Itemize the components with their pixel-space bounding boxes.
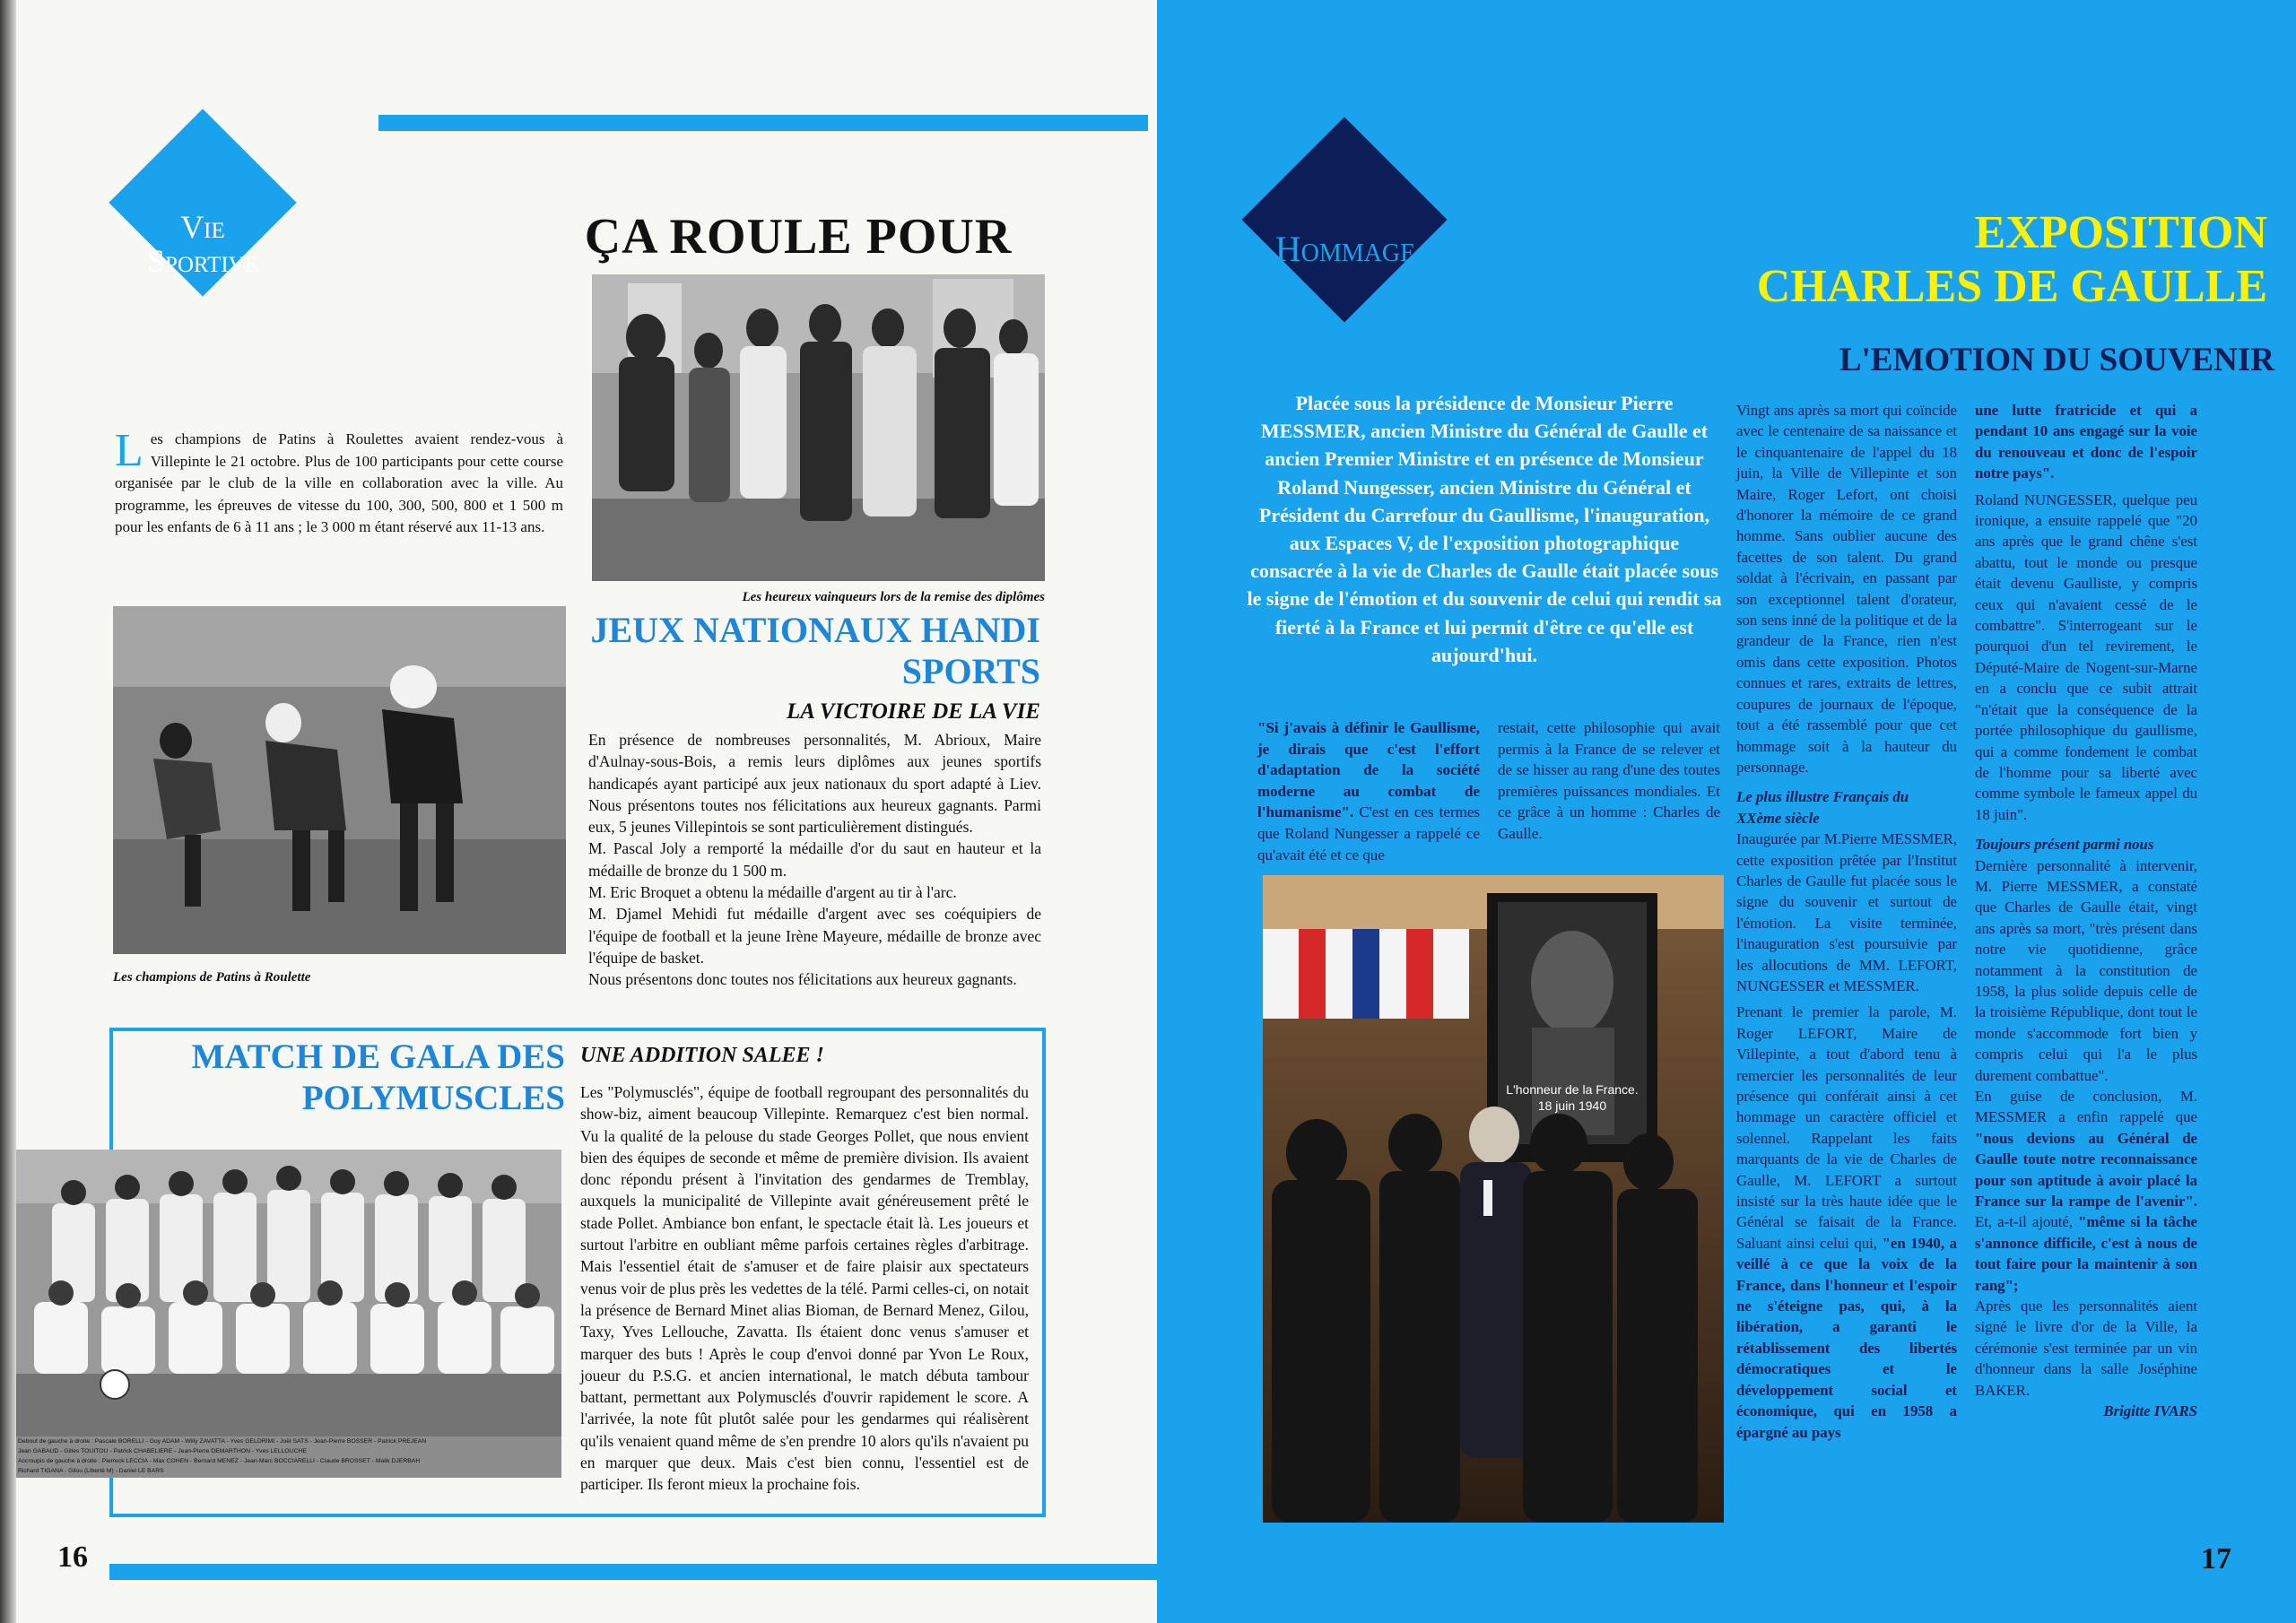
- col4-paragraph: Roland NUNGESSER, quelque peu ironique, a ensuite rappelé que "20 ans après que le grand chêne s'est abattu, tout le monde ou presque était devenu Gaulliste, y compris ceux qui n'avaient cessé de le combattre". S'interrogeant sur le pourquoi d'un tel revirement, le Député-Maire de Nogent-sur-Marne en a conclu que ce subit attrait "n'était que la conséquence de la portée philosophique du gaullisme, qui a comme fondement le combat de l'homme pour sa liberté avec comme symbole le fameux appel du 18 juin".: [1975, 490, 2197, 823]
- gala-subtitle: UNE ADDITION SALEE !: [580, 1044, 824, 1067]
- photo-roller-caption: Les champions de Patins à Roulette: [113, 970, 311, 985]
- photo-exhibition-inauguration: [1263, 875, 1724, 1523]
- exposition-subtitle: L'EMOTION DU SOUVENIR: [1839, 342, 2274, 378]
- section-tag-line2: Sportive: [146, 243, 259, 279]
- team-caption-line: Richard TIGANA - Gilou (Liberté M) - Daniel LE BARS: [18, 1468, 164, 1474]
- photo-polymuscles-team: [16, 1150, 561, 1478]
- handi-subtitle: LA VICTOIRE DE LA VIE: [787, 699, 1040, 724]
- signature: Brigitte IVARS: [2103, 1402, 2197, 1420]
- intro-paragraph: [115, 425, 563, 539]
- handi-paragraph: Nous présentons donc toutes nos félicitations aux heureux gagnants.: [588, 970, 1017, 989]
- right-page: [1157, 0, 2296, 1623]
- col3-text: Prenant le premier la parole, M. Roger LEFORT, Maire de Villepinte, a tout d'abord tenu à remercier les personnalités de leur présence qui conférait ainsi à cet hommage un caractère officiel et solennel. Rappelant les faits marquants de la vie de Charles de Gaulle, M. LEFORT a surtout insisté sur la très haute idée que le Général se faisait de la France. Saluant ainsi celui qui,: [1736, 1003, 1957, 1252]
- lead-paragraph: Placée sous la présidence de Monsieur Pierre MESSMER, ancien Ministre du Général de Gaulle et ancien Premier Ministre et en présence de Monsieur Roland Nungesser, ancien Ministre du Général et Président du Carrefour du Gaullisme, l'inauguration, aux Espaces V, de l'exposition photographique consacrée à la vie de Charles de Gaulle était placée sous le signe de l'émotion et du souvenir de celui qui rendit sa fierté à la France et lui permit d'être ce qu'elle est aujourd'hui.: [1247, 392, 1722, 666]
- top-rule: [378, 115, 1148, 131]
- exposition-title-line2: CHARLES DE GAULLE: [1756, 261, 2267, 312]
- photo-diploma-ceremony: [592, 274, 1045, 581]
- section-tag-line1: Vie: [180, 209, 225, 245]
- quote-bold: "Si j'avais à définir le Gaullisme, je dirais que c'est l'effort d'adaptation de la société moderne au combat de l'humanisme".: [1257, 719, 1480, 821]
- handi-body: [588, 729, 1041, 991]
- page-number: 17: [2201, 1542, 2231, 1575]
- col4-quote: "nous devions au Général de Gaulle toute notre reconnaissance pour son aptitude à avoir placé la France sur la rampe de l'avenir".: [1975, 1129, 2197, 1211]
- team-caption-line: Jean GABAUD - Gilles TOUITOU - Patrick CHABELIERE - Jean-Pierre DEMARTHON - Yves LELLOUCHE: [18, 1448, 307, 1454]
- col4-text: Et, a-t-il ajouté,: [1975, 1213, 2074, 1231]
- col4-heading: Toujours présent parmi nous: [1975, 836, 2154, 854]
- handi-paragraph: En présence de nombreuses personnalités, M. Abrioux, Maire d'Aulnay-sous-Bois, a remis leurs diplômes aux jeunes sportifs handicapés ayant participé aux jeux nationaux du sport adapté à Liev. Nous présentons toutes nos félicitations aux heureux gagnants. Parmi eux, 5 jeunes Villepintois se sont particulièrement distingués.: [588, 731, 1041, 837]
- quote-column-1: [1257, 717, 1480, 865]
- section-diamond: [1241, 117, 1447, 322]
- article-column-4: [1975, 400, 2197, 1422]
- col4-quote: une lutte fratricide et qui a pendant 10 ans engagé sur la voie du renouveau et donc de l'espoir notre pays".: [1975, 402, 2197, 482]
- exposition-title: [1623, 206, 2267, 314]
- dropcap: L: [115, 425, 144, 476]
- team-caption-line: Accroupis de gauche à droite : Pierreck LECCIA - Max COHEN - Bernard MENEZ - Jean-Marc BOCCIARELLI - Claude BROSSET - Malik DJERBAH: [18, 1458, 421, 1464]
- handi-paragraph: M. Djamel Mehidi fut médaille d'argent avec ses coéquipiers de l'équipe de football et la jeune Irène Mayeure, médaille de bronze avec l'équipe de basket.: [588, 905, 1041, 967]
- team-caption: [18, 1436, 560, 1476]
- exposition-title-line1: EXPOSITION: [1974, 207, 2267, 258]
- col3-paragraph: Vingt ans après sa mort qui coïncide avec le centenaire de sa naissance et le cinquantenaire de l'appel du 18 juin, la Ville de Villepinte et son Maire, Roger Lefort, ont choisi d'honorer la mémoire de ce grand homme. Sans oublier aucune des facettes de son talent. Du grand soldat à l'écrivain, en passant par son exceptionnel talent d'orateur, son sens inné de la politique et de la grandeur de la France, rien n'est omis dans cette exposition. Photos connues et rares, extraits de lettres, coupures de journaux de l'époque, tout a été rassemblé pour que cet hommage soit à la hauteur du personnage.: [1736, 402, 1957, 776]
- intro-text: es champions de Patins à Roulettes avaient rendez-vous à Villepinte le 21 octobre. Plus de 100 participants pour cette course organisée par le club de la ville en collaboration avec la ville. Au programme, les épreuves de vitesse du 100, 300, 500, 800 et 1 500 m pour les enfants de 6 à 11 ans ; le 3 000 m étant réservé aux 11-13 ans.: [115, 430, 563, 535]
- col3-paragraph: Inaugurée par M.Pierre MESSMER, cette exposition prêtée par l'Institut Charles de Gaulle fut placée sous le signe du souvenir et surtout de l'émotion. La visite terminée, l'inauguration s'est poursuivie par les allocutions de MM. LEFORT, NUNGESSER et MESSMER.: [1736, 830, 1957, 994]
- poster-text-line2: 18 juin 1940: [1537, 1098, 1607, 1113]
- col4-paragraph: Après que les personnalités aient signé le livre d'or de la Ville, la cérémonie s'est terminée par un vin d'honneur dans la salle Joséphine BAKER.: [1975, 1298, 2197, 1399]
- col3-quote: "en 1940, a veillé à ce que la voix de la France, dans l'honneur et l'espoir ne s'éteigne pas, qui, à la libération, a garanti le rétablissement des libertés démocratiques et le développement social et économique, qui en 1958 a épargné au pays: [1736, 1234, 1957, 1441]
- handi-title-line1: JEUX NATIONAUX HANDI: [590, 610, 1040, 650]
- col3-paragraph: [1736, 1002, 1957, 1443]
- article-column-3: [1736, 400, 1957, 1443]
- poster-text: [1498, 1081, 1647, 1114]
- page-binding-left: [0, 0, 16, 1623]
- section-tag: [113, 210, 292, 278]
- handi-title-line2: SPORTS: [901, 651, 1040, 691]
- handi-title: [574, 610, 1040, 692]
- handi-paragraph: M. Pascal Joly a remporté la médaille d'or du saut en hauteur et la médaille de bronze du 1 500 m.: [588, 839, 1041, 880]
- col4-text: En guise de conclusion, M. MESSMER a enfin rappelé que: [1975, 1088, 2197, 1126]
- section-tag: Hommage: [1274, 229, 1416, 269]
- team-caption-line: Debout de gauche à droite : Pascale BORELLI - Guy ADAM - Willy ZAVATTA - Yves GELDRIMI - Joël SATS - Jean-Pierre BOSSER - Patrick PREJEAN: [18, 1438, 427, 1445]
- poster-text-line1: L'honneur de la France.: [1506, 1082, 1639, 1097]
- photo-roller-champions: [113, 606, 566, 954]
- col4-paragraph: [1975, 1086, 2197, 1296]
- page-number: 16: [57, 1541, 88, 1574]
- photo-diploma-caption: Les heureux vainqueurs lors de la remise des diplômes: [742, 590, 1045, 604]
- col4-paragraph: Dernière personnalité à intervenir, M. Pierre MESSMER, a constaté que Charles de Gaulle était, vingt ans après sa mort, "très présent dans notre vie quotidienne, grâce notamment à la constitution de 1958, la plus solide depuis celle de la troisième République, dont tout le monde s'accommode fort bien y compris celui qui l'a le plus durement combattue".: [1975, 856, 2197, 1084]
- gala-title-line2: POLYMUSCLES: [301, 1079, 565, 1117]
- gala-body: Les "Polymusclés", équipe de football regroupant des personnalités du show-biz, aiment beaucoup Villepinte. Remarquez c'est bien normal. Vu la qualité de la pelouse du stade Georges Pollet, que nous envient bien des équipes de seconde et même de première division. Ils avaient donc répondu présent à l'invitation des gendarmes de Tremblay, auxquels la municipalité de Villepinte avait généreusement prêté le stade Pollet. Ambiance bon enfant, le spectacle était là. Les joueurs et surtout l'arbitre en oubliant même parfois certaines règles d'arbitrage. Mais l'essentiel était de s'amuser et de faire plaisir aux spectateurs venus voir de plus près les vedettes de la télé. Parmi celles-ci, on notait la présence de Bernard Minet alias Bioman, de Bernard Menez, Gilou, Taxy, Yves Lellouche, Zavatta. Ils étaient donc venus s'amuser et marquer des buts ! Après le coup d'envoi donné par Yvon Le Roux, joueur du P.S.G. et ancien international, le match débuta tambour battant, permettant aux Polymusclés d'ouvrir rapidement le score. A l'arrivée, la note fût plutôt salée pour les gendarmes qui réalisèrent qu'ils venaient quand même de s'en prendre 10 alors qu'ils n'avaient pu en marquer que deux. Mais c'est bien connu, l'essentiel est de participer. Ils feront mieux la prochaine fois.: [580, 1083, 1029, 1494]
- gala-title-line1: MATCH DE GALA DES: [191, 1037, 565, 1076]
- col3-heading: Le plus illustre Français du XXème siècle: [1736, 788, 1909, 827]
- quote-rest: C'est en ces termes que Roland Nungesser a rappelé ce qu'avait été et ce que: [1257, 803, 1480, 864]
- page-title: ÇA ROULE POUR: [584, 209, 1013, 265]
- bottom-rule: [109, 1564, 1157, 1580]
- col4-quote: "même si la tâche s'annonce difficile, c'est à nous de tout faire pour la maintenir à son rang";: [1975, 1213, 2197, 1294]
- gala-title: [117, 1037, 565, 1119]
- quote-column-2: restait, cette philosophie qui avait permis à la France de se relever et de se hisser au rang d'une des toutes premières puissances mondiales. Et ce grâce à un homme : Charles de Gaulle.: [1498, 719, 1720, 842]
- handi-paragraph: M. Eric Broquet a obtenu la médaille d'argent au tir à l'arc.: [588, 883, 957, 902]
